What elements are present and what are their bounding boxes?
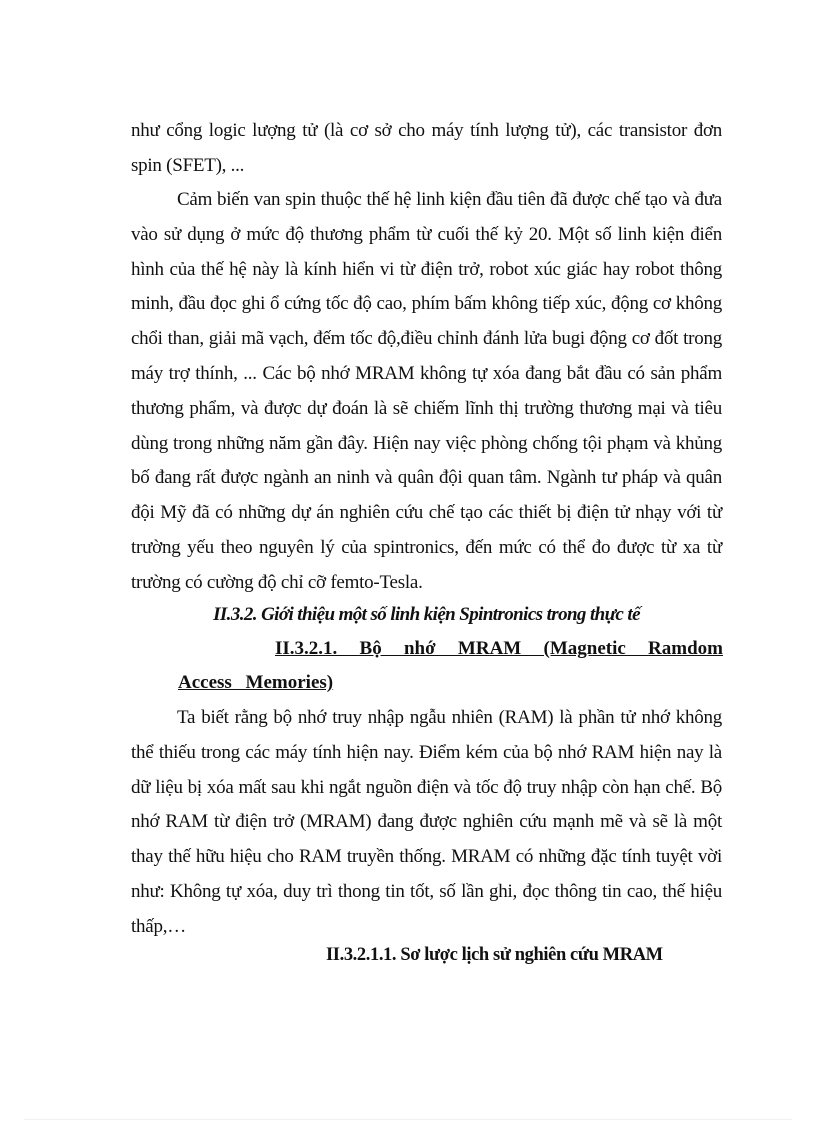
paragraph-spin-valve [131, 183, 722, 601]
paragraph-text: Cảm biến van spin thuộc thế hệ linh kiện đầu tiên đã được chế tạo và đưa vào sử dụng ở mức độ thương phẩm từ cuối thế kỷ 20. Một số linh kiện điển hình của thế hệ này là kính hiển vi từ điện trở, robot xúc giác hay robot thông minh, đầu đọc ghi ổ cứng tốc độ cao, phím bấm không tiếp xúc, động cơ không chổi than, giải mã vạch, đếm tốc độ,điều chỉnh đánh lửa bugi động cơ đốt trong máy trợ thính, ... Các bộ nhớ MRAM không tự xóa đang bắt đầu có sản phẩm thương phẩm, và được dự đoán là sẽ chiếm lĩnh thị trường thương mại và tiêu dùng trong những năm gần đây. Hiện nay việc phòng chống tội phạm và khủng bố đang rất được ngành an ninh và quân đội quan tâm. Ngành tư pháp và quân đội Mỹ đã có những dự án nghiên cứu chế tạo các thiết bị điện tử nhạy với từ trường yếu theo nguyên lý của spintronics, đến mức có thể đo được từ xa từ trường có cường độ chỉ cỡ femto-Tesla. [131, 189, 722, 593]
paragraph-text: Ta biết rằng bộ nhớ truy nhập ngẫu nhiên (RAM) là phần tử nhớ không thể thiếu trong các máy tính hiện nay. Điểm kém của bộ nhớ RAM hiện nay là dữ liệu bị xóa mất sau khi ngắt nguồn điện và tốc độ truy nhập còn hạn chế. Bộ nhớ RAM từ điện trở (MRAM) đang được nghiên cứu mạnh mẽ và sẽ là một thay thế hữu hiệu cho RAM truyền thống. MRAM có những đặc tính tuyệt vời như: Không tự xóa, duy trì thong tin tốt, số lần ghi, đọc thông tin cao, thế hiệu thấp,… [131, 707, 722, 937]
paragraph-text: như cổng logic lượng tử (là cơ sở cho máy tính lượng tử), các transistor đơn spin (SFET), ... [131, 120, 722, 176]
subsection-heading: II.3.2.1. Bộ nhớ MRAM (Magnetic Ramdom Access Memories) [178, 638, 723, 693]
section-heading: II.3.2. Giới thiệu một số linh kiện Spintronics trong thực tế [213, 604, 640, 625]
paragraph-continuation [131, 114, 722, 184]
subsubsection-heading: II.3.2.1.1. Sơ lược lịch sử nghiên cứu MRAM [326, 945, 663, 965]
page-edge-divider [24, 1119, 792, 1120]
paragraph-ram [131, 701, 722, 945]
